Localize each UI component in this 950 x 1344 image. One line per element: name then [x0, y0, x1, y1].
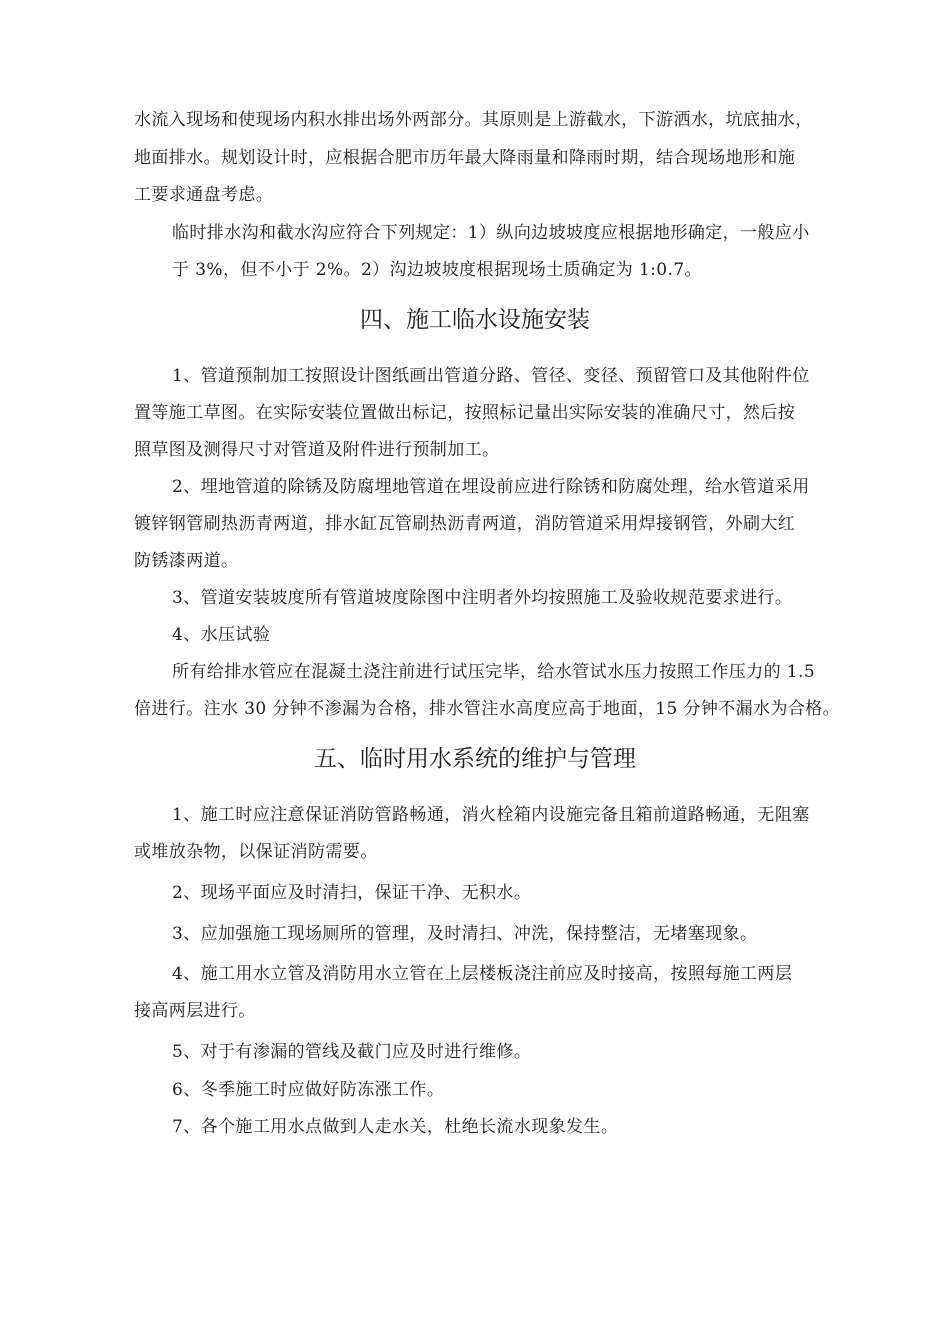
section-4-line: 3、管道安装坡度所有管道坡度除图中注明者外均按照施工及验收规范要求进行。: [172, 588, 793, 608]
intro-line: 于 3%，但不小于 2%。2）沟边坡坡度根据现场土质确定为 1:0.7。: [172, 260, 702, 280]
section-4-line: 2、埋地管道的除锈及防腐埋地管道在埋设前应进行除锈和防腐处理，给水管道采用: [172, 477, 810, 497]
section-4-line: 照草图及测得尺寸对管道及附件进行预制加工。: [134, 440, 500, 460]
section-4-title: 四、施工临水设施安装: [360, 307, 590, 333]
intro-line: 临时排水沟和截水沟应符合下列规定：1）纵向边坡坡度应根据地形确定，一般应小: [172, 223, 810, 243]
intro-line: 地面排水。规划设计时，应根据合肥市历年最大降雨量和降雨时期，结合现场地形和施: [134, 148, 796, 168]
section-4-line: 倍进行。注水 30 分钟不渗漏为合格，排水管注水高度应高于地面，15 分钟不漏水为合格。: [134, 699, 841, 719]
section-5-title: 五、临时用水系统的维护与管理: [314, 746, 636, 772]
section-5-line: 4、施工用水立管及消防用水立管在上层楼板浇注前应及时接高，按照每施工两层: [172, 964, 793, 984]
section-4-line: 置等施工草图。在实际安装位置做出标记，按照标记量出实际安装的准确尺寸，然后按: [134, 403, 796, 423]
section-4-line: 镀锌钢管刷热沥青两道，排水缸瓦管刷热沥青两道，消防管道采用焊接钢管，外刷大红: [134, 514, 796, 534]
section-5-line: 3、应加强施工现场厕所的管理，及时清扫、冲洗，保持整洁，无堵塞现象。: [172, 924, 758, 944]
section-4-line: 所有给排水管应在混凝土浇注前进行试压完毕，给水管试水压力按照工作压力的 1.5: [172, 662, 816, 682]
section-5-line: 2、现场平面应及时清扫，保证干净、无积水。: [172, 883, 532, 903]
section-5-line: 1、施工时应注意保证消防管路畅通，消火栓箱内设施完备且箱前道路畅通，无阻塞: [172, 805, 810, 825]
section-5-line: 7、各个施工用水点做到人走水关，杜绝长流水现象发生。: [172, 1117, 619, 1137]
section-4-line: 1、管道预制加工按照设计图纸画出管道分路、管径、变径、预留管口及其他附件位: [172, 366, 810, 386]
intro-line: 水流入现场和使现场内积水排出场外两部分。其原则是上游截水，下游洒水，坑底抽水，: [134, 110, 813, 130]
section-5-line: 6、冬季施工时应做好防冻涨工作。: [172, 1080, 445, 1100]
intro-line: 工要求通盘考虑。: [134, 185, 274, 205]
section-4-line: 4、水压试验: [172, 625, 271, 645]
section-5-line: 接高两层进行。: [134, 1001, 256, 1021]
section-4-line: 防锈漆两道。: [134, 551, 239, 571]
section-5-line: 5、对于有渗漏的管线及截门应及时进行维修。: [172, 1042, 532, 1062]
section-5-line: 或堆放杂物，以保证消防需要。: [134, 842, 378, 862]
